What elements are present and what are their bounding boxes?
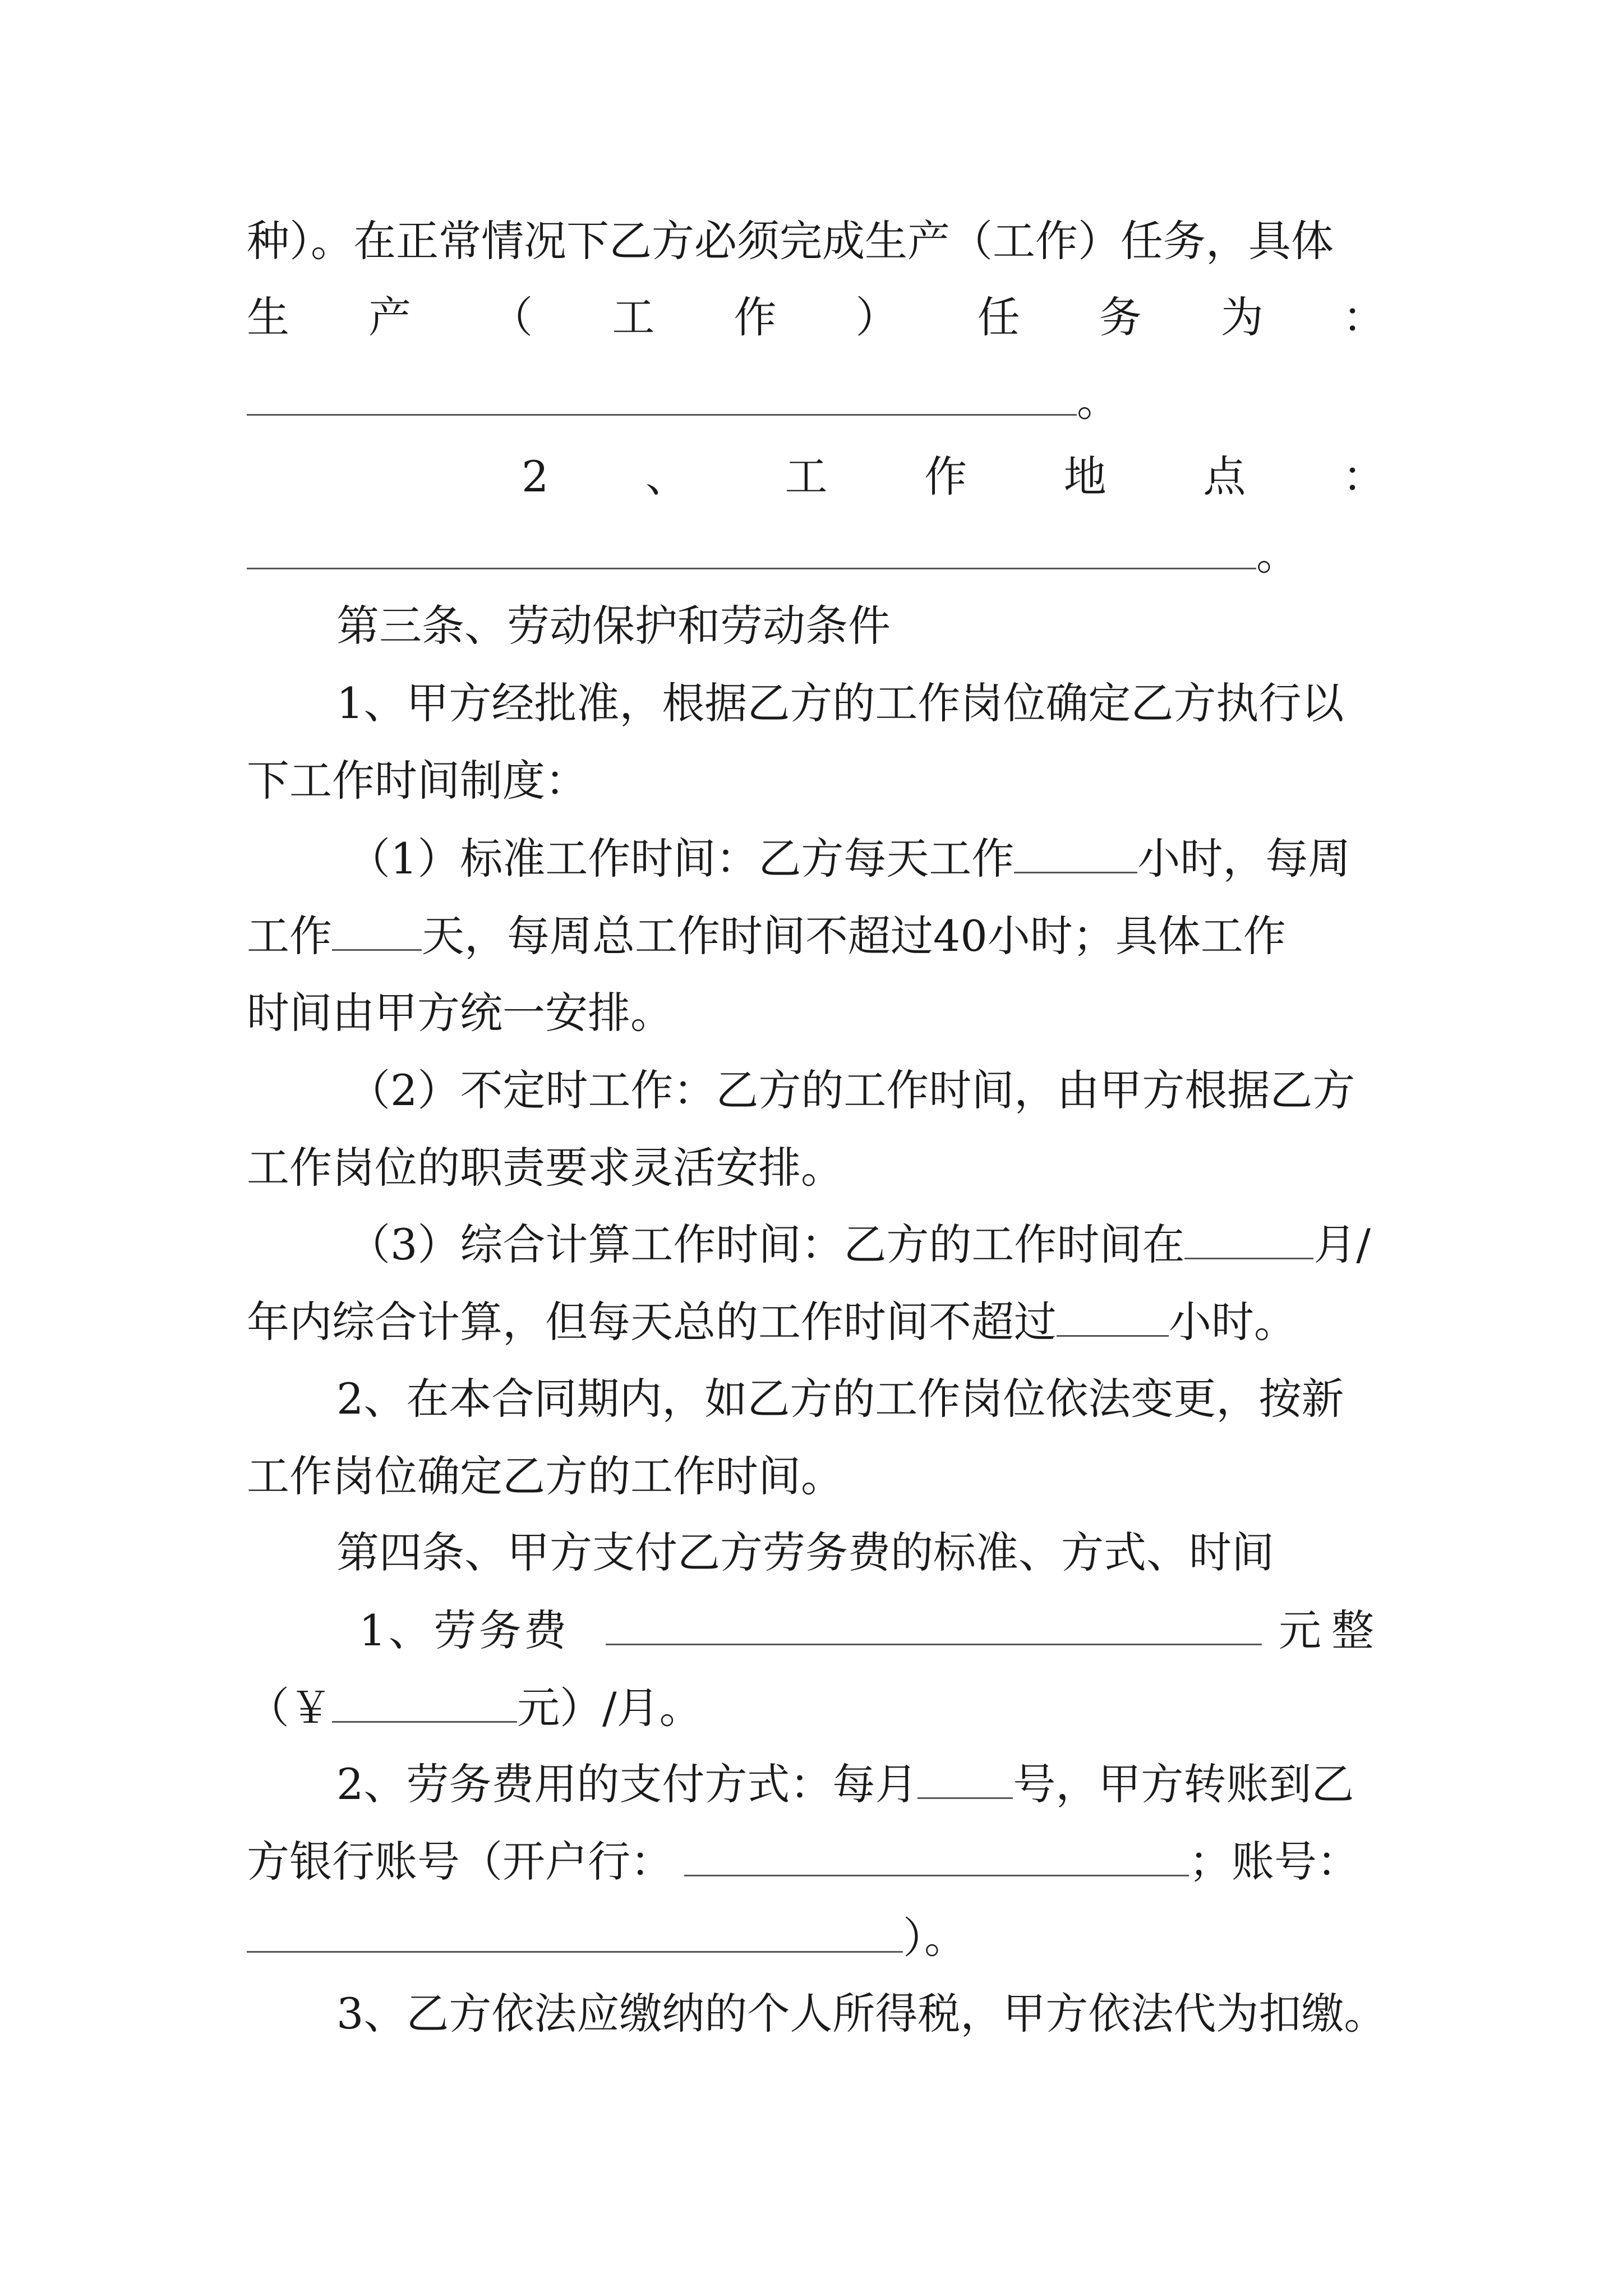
text: 年内综合计算，但每天总的工作时间不超过 bbox=[247, 1297, 1057, 1347]
fill-in-blank[interactable] bbox=[1184, 1223, 1313, 1259]
text: 种）。在正常情况下乙方必须完成生产（工作）任务，具体 bbox=[247, 216, 1334, 266]
text: ）。 bbox=[903, 1913, 967, 1963]
paragraph-line bbox=[247, 756, 1385, 806]
fill-in-blank[interactable] bbox=[606, 1609, 1262, 1645]
text: 。 bbox=[1077, 376, 1119, 426]
char: 务 bbox=[478, 1605, 522, 1655]
paragraph-line bbox=[336, 1374, 1475, 1424]
char: 作 bbox=[924, 452, 967, 501]
text: 方银行账号（开户行： bbox=[247, 1837, 673, 1887]
text: 号，甲方转账到乙 bbox=[1013, 1759, 1354, 1809]
text: （2）不定时工作：乙方的工作时间，由甲方根据乙方 bbox=[348, 1065, 1355, 1115]
char: 地 bbox=[1063, 452, 1106, 501]
paragraph-line-justified bbox=[247, 292, 1385, 342]
paragraph-line bbox=[348, 1065, 1486, 1115]
char: 元 bbox=[1279, 1605, 1321, 1655]
paragraph-line bbox=[359, 1605, 1385, 1655]
char: 、 bbox=[645, 452, 688, 501]
char: ） bbox=[855, 292, 898, 342]
paragraph-line bbox=[348, 1220, 1486, 1269]
text: ；账号： bbox=[1189, 1837, 1359, 1887]
heading-text: 第四条、甲方支付乙方劳务费的标准、方式、时间 bbox=[336, 1527, 1274, 1577]
fill-in-blank[interactable] bbox=[332, 1686, 517, 1723]
paragraph-line bbox=[247, 1143, 1385, 1193]
char: 劳 bbox=[434, 1605, 477, 1655]
text: 月/ bbox=[1313, 1220, 1371, 1269]
paragraph-line bbox=[247, 1837, 1385, 1887]
heading-text: 第三条、劳动保护和劳动条件 bbox=[336, 601, 891, 651]
char: 整 bbox=[1331, 1605, 1374, 1655]
char: 点 bbox=[1203, 452, 1246, 501]
paragraph-line bbox=[247, 911, 1385, 961]
paragraph-line bbox=[336, 1759, 1475, 1809]
fill-in-blank[interactable] bbox=[332, 914, 422, 951]
char: 工 bbox=[785, 452, 828, 501]
text: 2、在本合同期内，如乙方的工作岗位依法变更，按新 bbox=[336, 1374, 1344, 1424]
text: 。 bbox=[1256, 530, 1299, 579]
char: 生 bbox=[247, 292, 289, 342]
paragraph-line bbox=[247, 216, 1385, 266]
paragraph-line bbox=[336, 1989, 1413, 2039]
text: 元）/月。 bbox=[517, 1683, 702, 1733]
char: 工 bbox=[612, 292, 655, 342]
fill-in-blank[interactable] bbox=[1014, 837, 1137, 873]
text: 工作岗位的职责要求灵活安排。 bbox=[247, 1143, 843, 1193]
char: ： bbox=[1342, 452, 1385, 501]
char: 为 bbox=[1220, 292, 1264, 342]
char: ： bbox=[1342, 292, 1385, 342]
char: 、 bbox=[388, 1605, 431, 1655]
text: （3）综合计算工作时间：乙方的工作时间在 bbox=[348, 1220, 1185, 1269]
label-group bbox=[1279, 1605, 1374, 1655]
fill-in-blank[interactable] bbox=[684, 1840, 1189, 1876]
blank-line bbox=[247, 376, 1385, 426]
text: 工作岗位确定乙方的工作时间。 bbox=[247, 1451, 843, 1501]
char: 产 bbox=[368, 292, 412, 342]
paragraph-line-justified bbox=[522, 452, 1385, 501]
section-heading bbox=[336, 1527, 1475, 1577]
blank-line bbox=[247, 530, 1385, 579]
fill-in-blank[interactable] bbox=[247, 533, 1256, 569]
paragraph-line bbox=[247, 1297, 1385, 1347]
char: 2 bbox=[522, 452, 549, 501]
char: 1 bbox=[359, 1605, 386, 1655]
text: 下工作时间制度： bbox=[247, 756, 588, 806]
label-group bbox=[359, 1605, 566, 1655]
paragraph-line bbox=[348, 834, 1486, 884]
char: 费 bbox=[523, 1605, 566, 1655]
fill-in-blank[interactable] bbox=[917, 1763, 1013, 1799]
text: 小时。 bbox=[1169, 1297, 1297, 1347]
text: 2、劳务费用的支付方式：每月 bbox=[336, 1759, 918, 1809]
text: （￥ bbox=[247, 1683, 332, 1733]
paragraph-line bbox=[247, 1913, 1385, 1963]
char: （ bbox=[490, 292, 533, 342]
text: 时间由甲方统一安排。 bbox=[247, 988, 673, 1038]
paragraph-line bbox=[247, 1451, 1385, 1501]
paragraph-line bbox=[247, 1683, 1385, 1733]
char: 作 bbox=[734, 292, 777, 342]
text: 1、甲方经批准，根据乙方的工作岗位确定乙方执行以 bbox=[336, 678, 1344, 728]
text: （1）标准工作时间：乙方每天工作 bbox=[348, 834, 1015, 884]
fill-in-blank[interactable] bbox=[247, 379, 1077, 416]
fill-in-blank[interactable] bbox=[247, 1916, 903, 1953]
paragraph-line bbox=[336, 678, 1475, 728]
text: 3、乙方依法应缴纳的个人所得税，甲方依法代为扣缴。 bbox=[336, 1989, 1387, 2039]
section-heading bbox=[336, 601, 1475, 651]
text: 小时，每周 bbox=[1137, 834, 1351, 884]
text: 天，每周总工作时间不超过40小时；具体工作 bbox=[422, 911, 1286, 961]
char: 任 bbox=[977, 292, 1020, 342]
fill-in-blank[interactable] bbox=[1057, 1300, 1169, 1337]
char: 务 bbox=[1099, 292, 1142, 342]
paragraph-line bbox=[247, 988, 1385, 1038]
text: 工作 bbox=[247, 911, 332, 961]
